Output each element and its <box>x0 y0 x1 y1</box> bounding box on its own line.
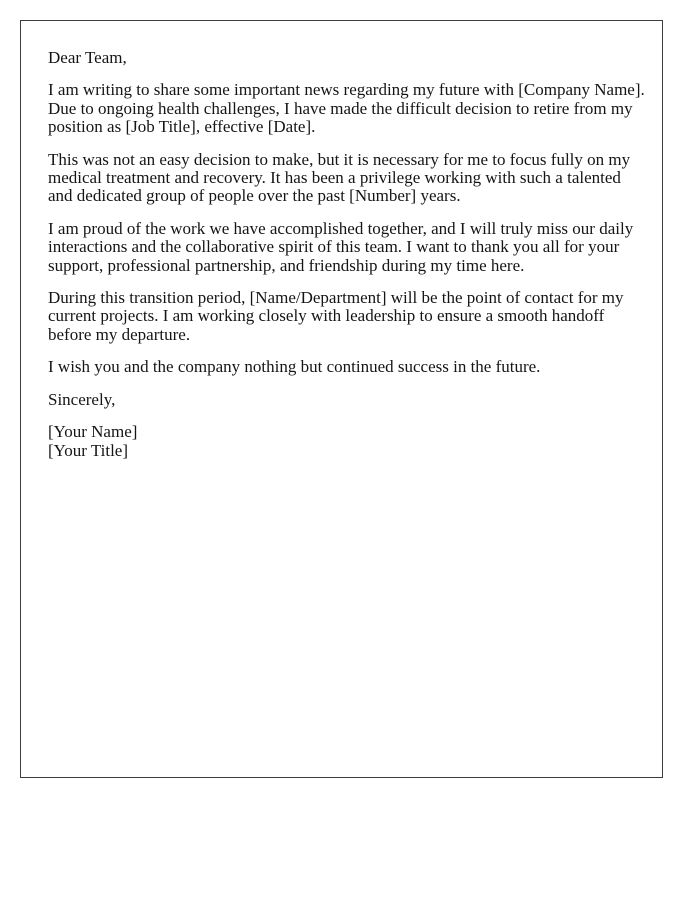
signature-title: [Your Title] <box>48 440 129 460</box>
closing: Sincerely, <box>48 389 116 409</box>
paragraph-transition: During this transition period, [Name/Department] will be the point of contact for my current projects. I am working closely with leadership to ensure a smooth handoff before my departure. <box>48 288 624 344</box>
paragraph-gratitude: I am proud of the work we have accomplished together, and I will truly miss our daily interactions and the collaborative spirit of this team. I want to thank you all for your support, professional partnership, and friendship during my time here. <box>48 218 634 275</box>
paragraph-decision: This was not an easy decision to make, but it is necessary for me to focus fully on my medical treatment and recovery. It has been a privilege working with such a talented and dedicated group of people over the past [Number] years. <box>48 149 631 206</box>
letter-page <box>20 20 663 778</box>
signature-block <box>48 423 646 460</box>
paragraph-announcement: I am writing to share some important news regarding my future with [Company Name]. Due to ongoing health challenges, I have made the difficult decision to retire from my position as [Job Title], effective [Date]. <box>48 80 645 137</box>
paragraph-wellwishes: I wish you and the company nothing but continued success in the future. <box>48 357 541 377</box>
salutation: Dear Team, <box>48 48 127 67</box>
signature-name: [Your Name] <box>48 422 138 442</box>
